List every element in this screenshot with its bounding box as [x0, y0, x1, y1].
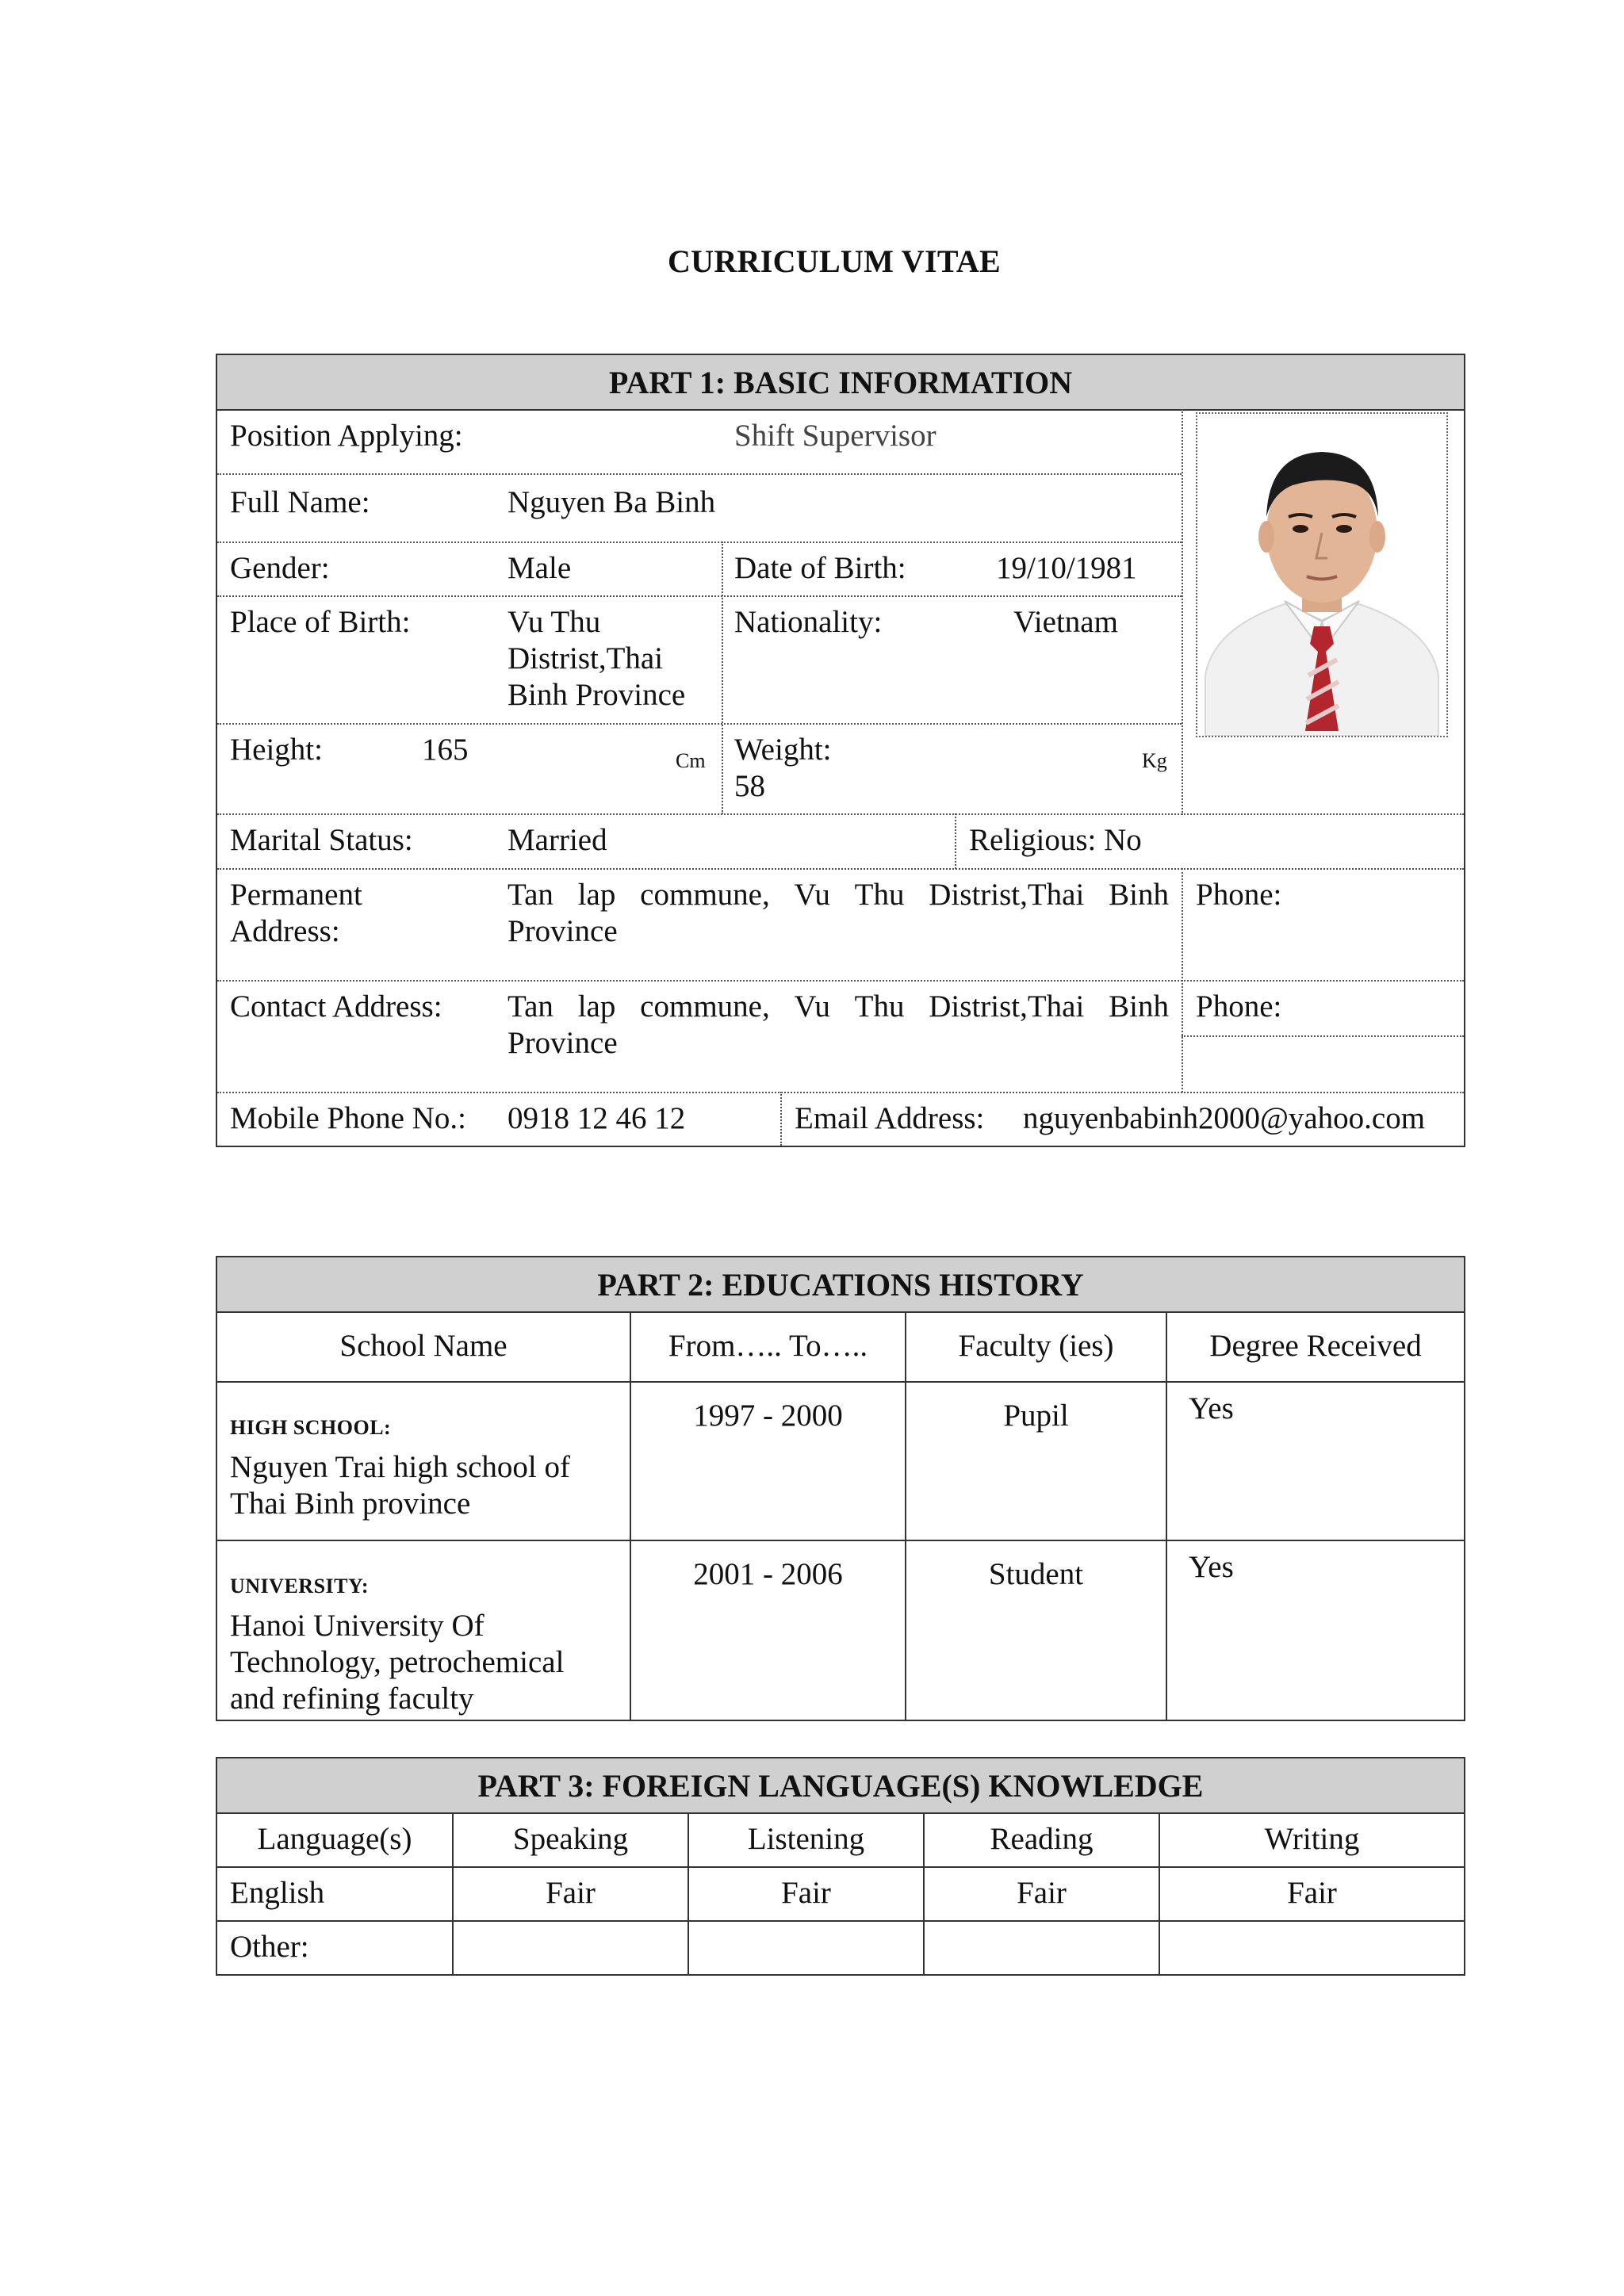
lang-row1-speaking: Fair: [546, 1876, 596, 1910]
permanent-label-line2: Address:: [230, 914, 340, 948]
lang-col-listening: Listening: [747, 1822, 865, 1856]
nationality-value: Vietnam: [1013, 605, 1118, 639]
lang-col-language: Language(s): [257, 1822, 412, 1856]
marital-value: Married: [508, 823, 607, 857]
edu-row1-degree: Yes: [1189, 1391, 1234, 1425]
pob-line2: Distrist,Thai: [508, 641, 664, 675]
edu-row2-category: UNIVERSITY:: [230, 1575, 370, 1598]
gender-label: Gender:: [230, 551, 330, 585]
contact-address-line2: Province: [508, 1026, 618, 1060]
mobile-label: Mobile Phone No.:: [230, 1101, 466, 1135]
fullname-label: Full Name:: [230, 485, 370, 519]
contact-label: Contact Address:: [230, 989, 442, 1024]
edu-col-school: School Name: [339, 1329, 508, 1363]
lang-col-reading: Reading: [990, 1822, 1094, 1856]
edu-row2-period: 2001 - 2006: [693, 1557, 843, 1591]
edu-row1-school-line1: Nguyen Trai high school of: [230, 1450, 570, 1484]
edu-row1-faculty: Pupil: [1003, 1399, 1069, 1433]
edu-col-degree: Degree Received: [1209, 1329, 1422, 1363]
lang-col-writing: Writing: [1264, 1822, 1360, 1856]
document-title: CURRICULUM VITAE: [667, 243, 1001, 279]
edu-col-period: From….. To…..: [668, 1329, 868, 1363]
contact-address-line1: Tan lap commune, Vu Thu Distrist,Thai Binh: [508, 989, 1169, 1024]
edu-row1-period: 1997 - 2000: [693, 1399, 843, 1433]
dob-value: 19/10/1981: [996, 551, 1137, 585]
pob-line3: Binh Province: [508, 678, 686, 712]
lang-row1-writing: Fair: [1287, 1876, 1337, 1910]
edu-row2-school-line3: and refining faculty: [230, 1682, 474, 1716]
dob-label: Date of Birth:: [734, 551, 906, 585]
part3-header: PART 3: FOREIGN LANGUAGE(S) KNOWLEDGE: [217, 1758, 1464, 1814]
edu-row2-degree: Yes: [1189, 1550, 1234, 1584]
weight-value: 58: [734, 769, 765, 803]
height-value: 165: [422, 733, 469, 767]
lang-row1-reading: Fair: [1017, 1876, 1067, 1910]
religious-text: Religious: No: [969, 823, 1142, 857]
part1-header: PART 1: BASIC INFORMATION: [217, 355, 1464, 411]
lang-col-speaking: Speaking: [512, 1822, 629, 1856]
email-value: nguyenbabinh2000@yahoo.com: [1023, 1101, 1426, 1135]
edu-row2-school-line2: Technology, petrochemical: [230, 1645, 565, 1679]
edu-col-faculty: Faculty (ies): [958, 1329, 1114, 1363]
pob-label: Place of Birth:: [230, 605, 411, 639]
part2-header: PART 2: EDUCATIONS HISTORY: [217, 1257, 1464, 1313]
position-label: Position Applying:: [230, 419, 463, 453]
permanent-address-line1: Tan lap commune, Vu Thu Distrist,Thai Binh: [508, 878, 1169, 912]
edu-row2-school-line1: Hanoi University Of: [230, 1609, 485, 1643]
edu-row1-school-line2: Thai Binh province: [230, 1487, 471, 1521]
marital-label: Marital Status:: [230, 823, 413, 857]
nationality-label: Nationality:: [734, 605, 883, 639]
weight-unit: Kg: [1142, 749, 1167, 772]
position-value: Shift Supervisor: [734, 419, 936, 453]
applicant-photo: [1196, 412, 1448, 737]
lang-row1-listening: Fair: [781, 1876, 831, 1910]
fullname-value: Nguyen Ba Binh: [508, 485, 716, 519]
contact-phone-label: Phone:: [1196, 989, 1282, 1024]
lang-row2-language: Other:: [230, 1930, 309, 1964]
permanent-phone-label: Phone:: [1196, 878, 1282, 912]
weight-label: Weight:: [734, 733, 832, 767]
permanent-label-line1: Permanent: [230, 878, 362, 912]
height-unit: Cm: [676, 749, 706, 772]
permanent-address-line2: Province: [508, 914, 618, 948]
pob-line1: Vu Thu: [508, 605, 601, 639]
edu-row2-faculty: Student: [988, 1557, 1084, 1591]
edu-row1-category: HIGH SCHOOL:: [230, 1416, 392, 1439]
lang-row1-language: English: [230, 1876, 325, 1910]
email-label: Email Address:: [795, 1101, 985, 1135]
gender-value: Male: [508, 551, 572, 585]
height-label: Height:: [230, 733, 323, 767]
mobile-value: 0918 12 46 12: [508, 1101, 686, 1135]
